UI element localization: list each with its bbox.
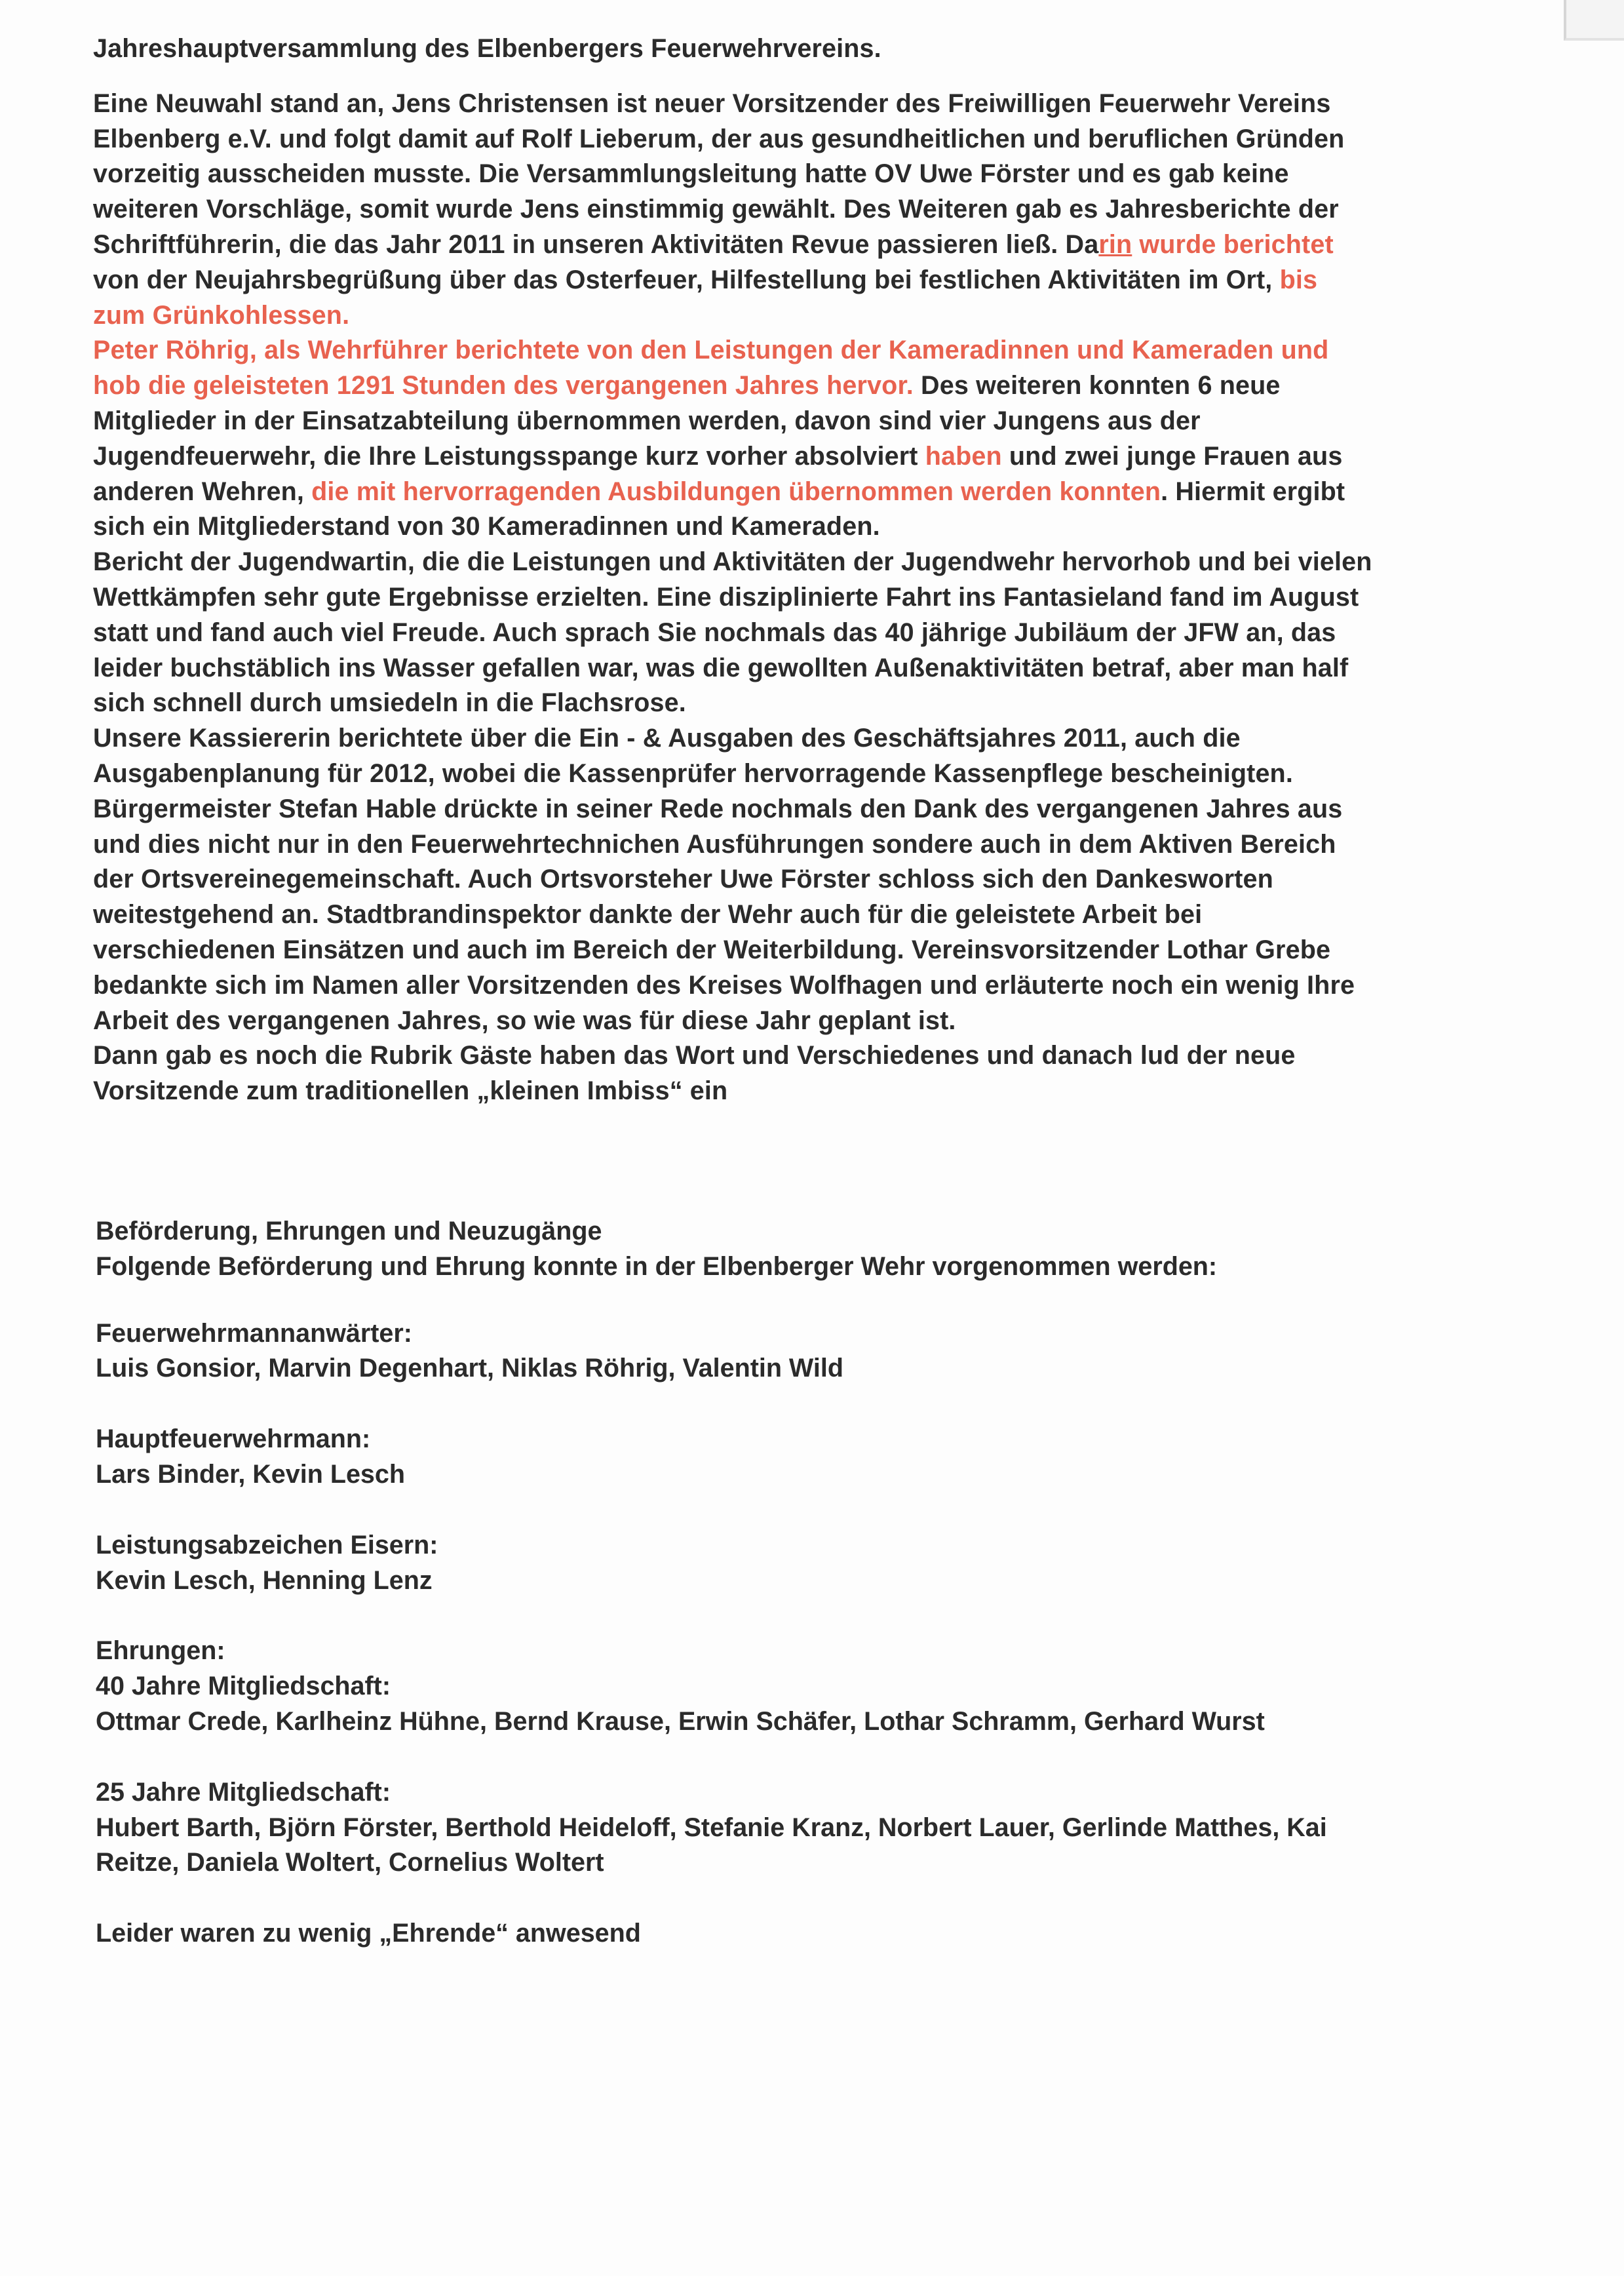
report-text: Bericht der Jugendwartin, die die Leistungen und Aktivitäten der Jugendwehr hervorhob und bei vielen xyxy=(93,547,1372,577)
report-line xyxy=(93,87,1561,122)
group-label-anwaerter: Feuerwehrmannanwärter: xyxy=(96,1318,412,1348)
highlighted-text: rin xyxy=(1098,229,1132,259)
report-line xyxy=(93,897,1561,933)
report-text: Ausgabenplanung für 2012, wobei die Kassenprüfer hervorragende Kassenpflege bescheinigten. xyxy=(93,758,1293,788)
report-line xyxy=(93,862,1561,897)
report-line xyxy=(93,439,1561,475)
report-text: statt und fand auch viel Freude. Auch sprach Sie nochmals das 40 jährige Jubiläum der JFW an, das xyxy=(93,618,1336,647)
report-text: Elbenberg e.V. und folgt damit auf Rolf Lieberum, der aus gesundheitlichen und beruflichen Gründen xyxy=(93,124,1345,153)
report-text: und zwei junge Frauen aus xyxy=(1001,441,1343,471)
report-text: weitestgehend an. Stadtbrandinspektor dankte der Wehr auch für die geleistete Arbeit bei xyxy=(93,900,1203,930)
report-text: bedankte sich im Namen aller Vorsitzenden des Kreises Wolfhagen und erläuterte noch ein wenig Ihre xyxy=(93,970,1355,1000)
report-line xyxy=(93,509,1561,545)
report-line xyxy=(93,580,1561,616)
highlighted-text: hob die geleisteten 1291 Stunden des vergangenen Jahres hervor. xyxy=(93,371,914,401)
paragraph-gap xyxy=(96,1598,1564,1634)
report-line xyxy=(93,686,1561,721)
group-names-leistungsabzeichen: Kevin Lesch, Henning Lenz xyxy=(96,1565,433,1595)
group-label-ehrungen: Ehrungen: xyxy=(96,1636,225,1666)
report-text: Des weiteren konnten 6 neue xyxy=(913,371,1281,401)
paragraph-gap xyxy=(96,1740,1564,1775)
group-label-leistungsabzeichen: Leistungsabzeichen Eisern: xyxy=(96,1530,438,1560)
report-line xyxy=(93,404,1561,439)
report-line xyxy=(93,792,1561,827)
highlighted-text: haben xyxy=(925,441,1002,471)
scan-corner-artifact xyxy=(1564,0,1624,41)
report-line xyxy=(93,1004,1561,1039)
report-line xyxy=(93,368,1561,404)
report-text: leider buchstäblich ins Wasser gefallen war, was die gewollten Außenaktivitäten betraf, aber man half xyxy=(93,653,1349,682)
group-label-25-jahre: 25 Jahre Mitgliedschaft: xyxy=(96,1777,391,1807)
group-names-40-jahre: Ottmar Crede, Karlheinz Hühne, Bernd Krause, Erwin Schäfer, Lothar Schramm, Gerhard Wurst xyxy=(96,1706,1265,1736)
report-line xyxy=(93,298,1561,334)
report-text: Bürgermeister Stefan Hable drückte in seiner Rede nochmals den Dank des vergangenen Jahres aus xyxy=(93,794,1343,823)
report-line xyxy=(93,756,1561,792)
paragraph-gap xyxy=(93,67,1561,87)
highlighted-text: zum Grünkohlessen. xyxy=(93,300,350,330)
report-text: Mitglieder in der Einsatzabteilung übernommen werden, davon sind vier Jungens aus der xyxy=(93,406,1201,435)
section-intro: Folgende Beförderung und Ehrung konnte in der Elbenberger Wehr vorgenommen werden: xyxy=(96,1251,1218,1281)
promotions-section xyxy=(96,1214,1564,1952)
highlighted-text: wurde berichtet xyxy=(1132,229,1334,259)
report-text: vorzeitig ausscheiden musste. Die Versammlungsleitung hatte OV Uwe Förster und es gab keine xyxy=(93,159,1289,189)
highlighted-text: Peter Röhrig, als Wehrführer berichtete von den Leistungen der Kameradinnen und Kameraden und xyxy=(93,336,1329,365)
report-section xyxy=(93,31,1561,1109)
report-text: Arbeit des vergangenen Jahres, so wie was für diese Jahr geplant ist. xyxy=(93,1006,956,1035)
report-text: der Ortsvereinegemeinschaft. Auch Ortsvorsteher Uwe Förster schloss sich den Dankesworten xyxy=(93,865,1273,894)
report-text: anderen Wehren, xyxy=(93,477,312,506)
report-text: sich schnell durch umsiedeln in die Flachsrose. xyxy=(93,688,686,718)
report-text: Schriftführerin, die das Jahr 2011 in unseren Aktivitäten Revue passieren ließ. Da xyxy=(93,229,1099,259)
report-text: und dies nicht nur in den Feuerwehrtechnichen Ausführungen sondere auch in dem Aktiven Bereich xyxy=(93,829,1336,859)
report-line xyxy=(93,545,1561,580)
report-line xyxy=(93,651,1561,686)
report-line xyxy=(93,157,1561,192)
report-text: weiteren Vorschläge, somit wurde Jens einstimmig gewählt. Des Weiteren gab es Jahresberichte der xyxy=(93,195,1339,224)
report-text: Jugendfeuerwehr, die Ihre Leistungsspange kurz vorher absolviert xyxy=(93,441,925,471)
group-label-hauptfeuerwehrmann: Hauptfeuerwehrmann: xyxy=(96,1424,371,1454)
group-names-anwaerter: Luis Gonsior, Marvin Degenhart, Niklas Röhrig, Valentin Wild xyxy=(96,1354,843,1383)
paragraph-gap xyxy=(96,1285,1564,1316)
closing-note: Leider waren zu wenig „Ehrende“ anwesend xyxy=(96,1919,641,1948)
report-body xyxy=(93,87,1561,1109)
section-heading: Beförderung, Ehrungen und Neuzugänge xyxy=(96,1217,602,1246)
report-line xyxy=(93,333,1561,368)
group-sublabel-40-jahre: 40 Jahre Mitgliedschaft: xyxy=(96,1672,391,1701)
highlighted-text: bis xyxy=(1279,265,1318,294)
report-text: sich ein Mitgliederstand von 30 Kameradinnen und Kameraden. xyxy=(93,512,880,541)
report-text: Eine Neuwahl stand an, Jens Christensen ist neuer Vorsitzender des Freiwilligen Feuerwehr Vereins xyxy=(93,88,1331,118)
group-names-25-jahre-line-2: Reitze, Daniela Woltert, Cornelius Woltert xyxy=(96,1848,604,1877)
report-line xyxy=(93,1074,1561,1109)
document-title: Jahreshauptversammlung des Elbenbergers Feuerwehrvereins. xyxy=(93,34,881,63)
report-line xyxy=(93,263,1561,298)
report-text: Unsere Kassiererin berichtete über die Ein - & Ausgaben des Geschäftsjahres 2011, auch die xyxy=(93,724,1241,753)
report-text: Wettkämpfen sehr gute Ergebnisse erzielten. Eine disziplinierte Fahrt ins Fantasieland fand im August xyxy=(93,582,1359,612)
report-line xyxy=(93,616,1561,651)
report-line xyxy=(93,933,1561,968)
report-line xyxy=(93,827,1561,863)
report-line xyxy=(93,192,1561,227)
group-names-25-jahre-line-1: Hubert Barth, Björn Förster, Berthold Heideloff, Stefanie Kranz, Norbert Lauer, Gerlinde Matthes, Kai xyxy=(96,1813,1327,1842)
report-line xyxy=(93,1038,1561,1074)
report-text: . Hiermit ergibt xyxy=(1161,477,1345,506)
report-text: von der Neujahrsbegrüßung über das Osterfeuer, Hilfestellung bei festlichen Aktivitäten im Ort, xyxy=(93,265,1280,294)
paragraph-gap xyxy=(96,1493,1564,1528)
report-text: verschiedenen Einsätzen und auch im Bereich der Weiterbildung. Vereinsvorsitzender Lothar Grebe xyxy=(93,935,1331,964)
report-text: Dann gab es noch die Rubrik Gäste haben das Wort und Verschiedenes und danach lud der neue xyxy=(93,1041,1296,1070)
report-text: Vorsitzende zum traditionellen „kleinen Imbiss“ ein xyxy=(93,1076,728,1106)
report-line xyxy=(93,122,1561,157)
report-line xyxy=(93,475,1561,510)
paragraph-gap xyxy=(96,1881,1564,1916)
report-line xyxy=(93,721,1561,756)
report-line xyxy=(93,968,1561,1004)
report-line xyxy=(93,227,1561,263)
group-names-hauptfeuerwehrmann: Lars Binder, Kevin Lesch xyxy=(96,1459,405,1489)
paragraph-gap xyxy=(96,1386,1564,1422)
highlighted-text: die mit hervorragenden Ausbildungen übernommen werden konnten xyxy=(311,477,1161,506)
